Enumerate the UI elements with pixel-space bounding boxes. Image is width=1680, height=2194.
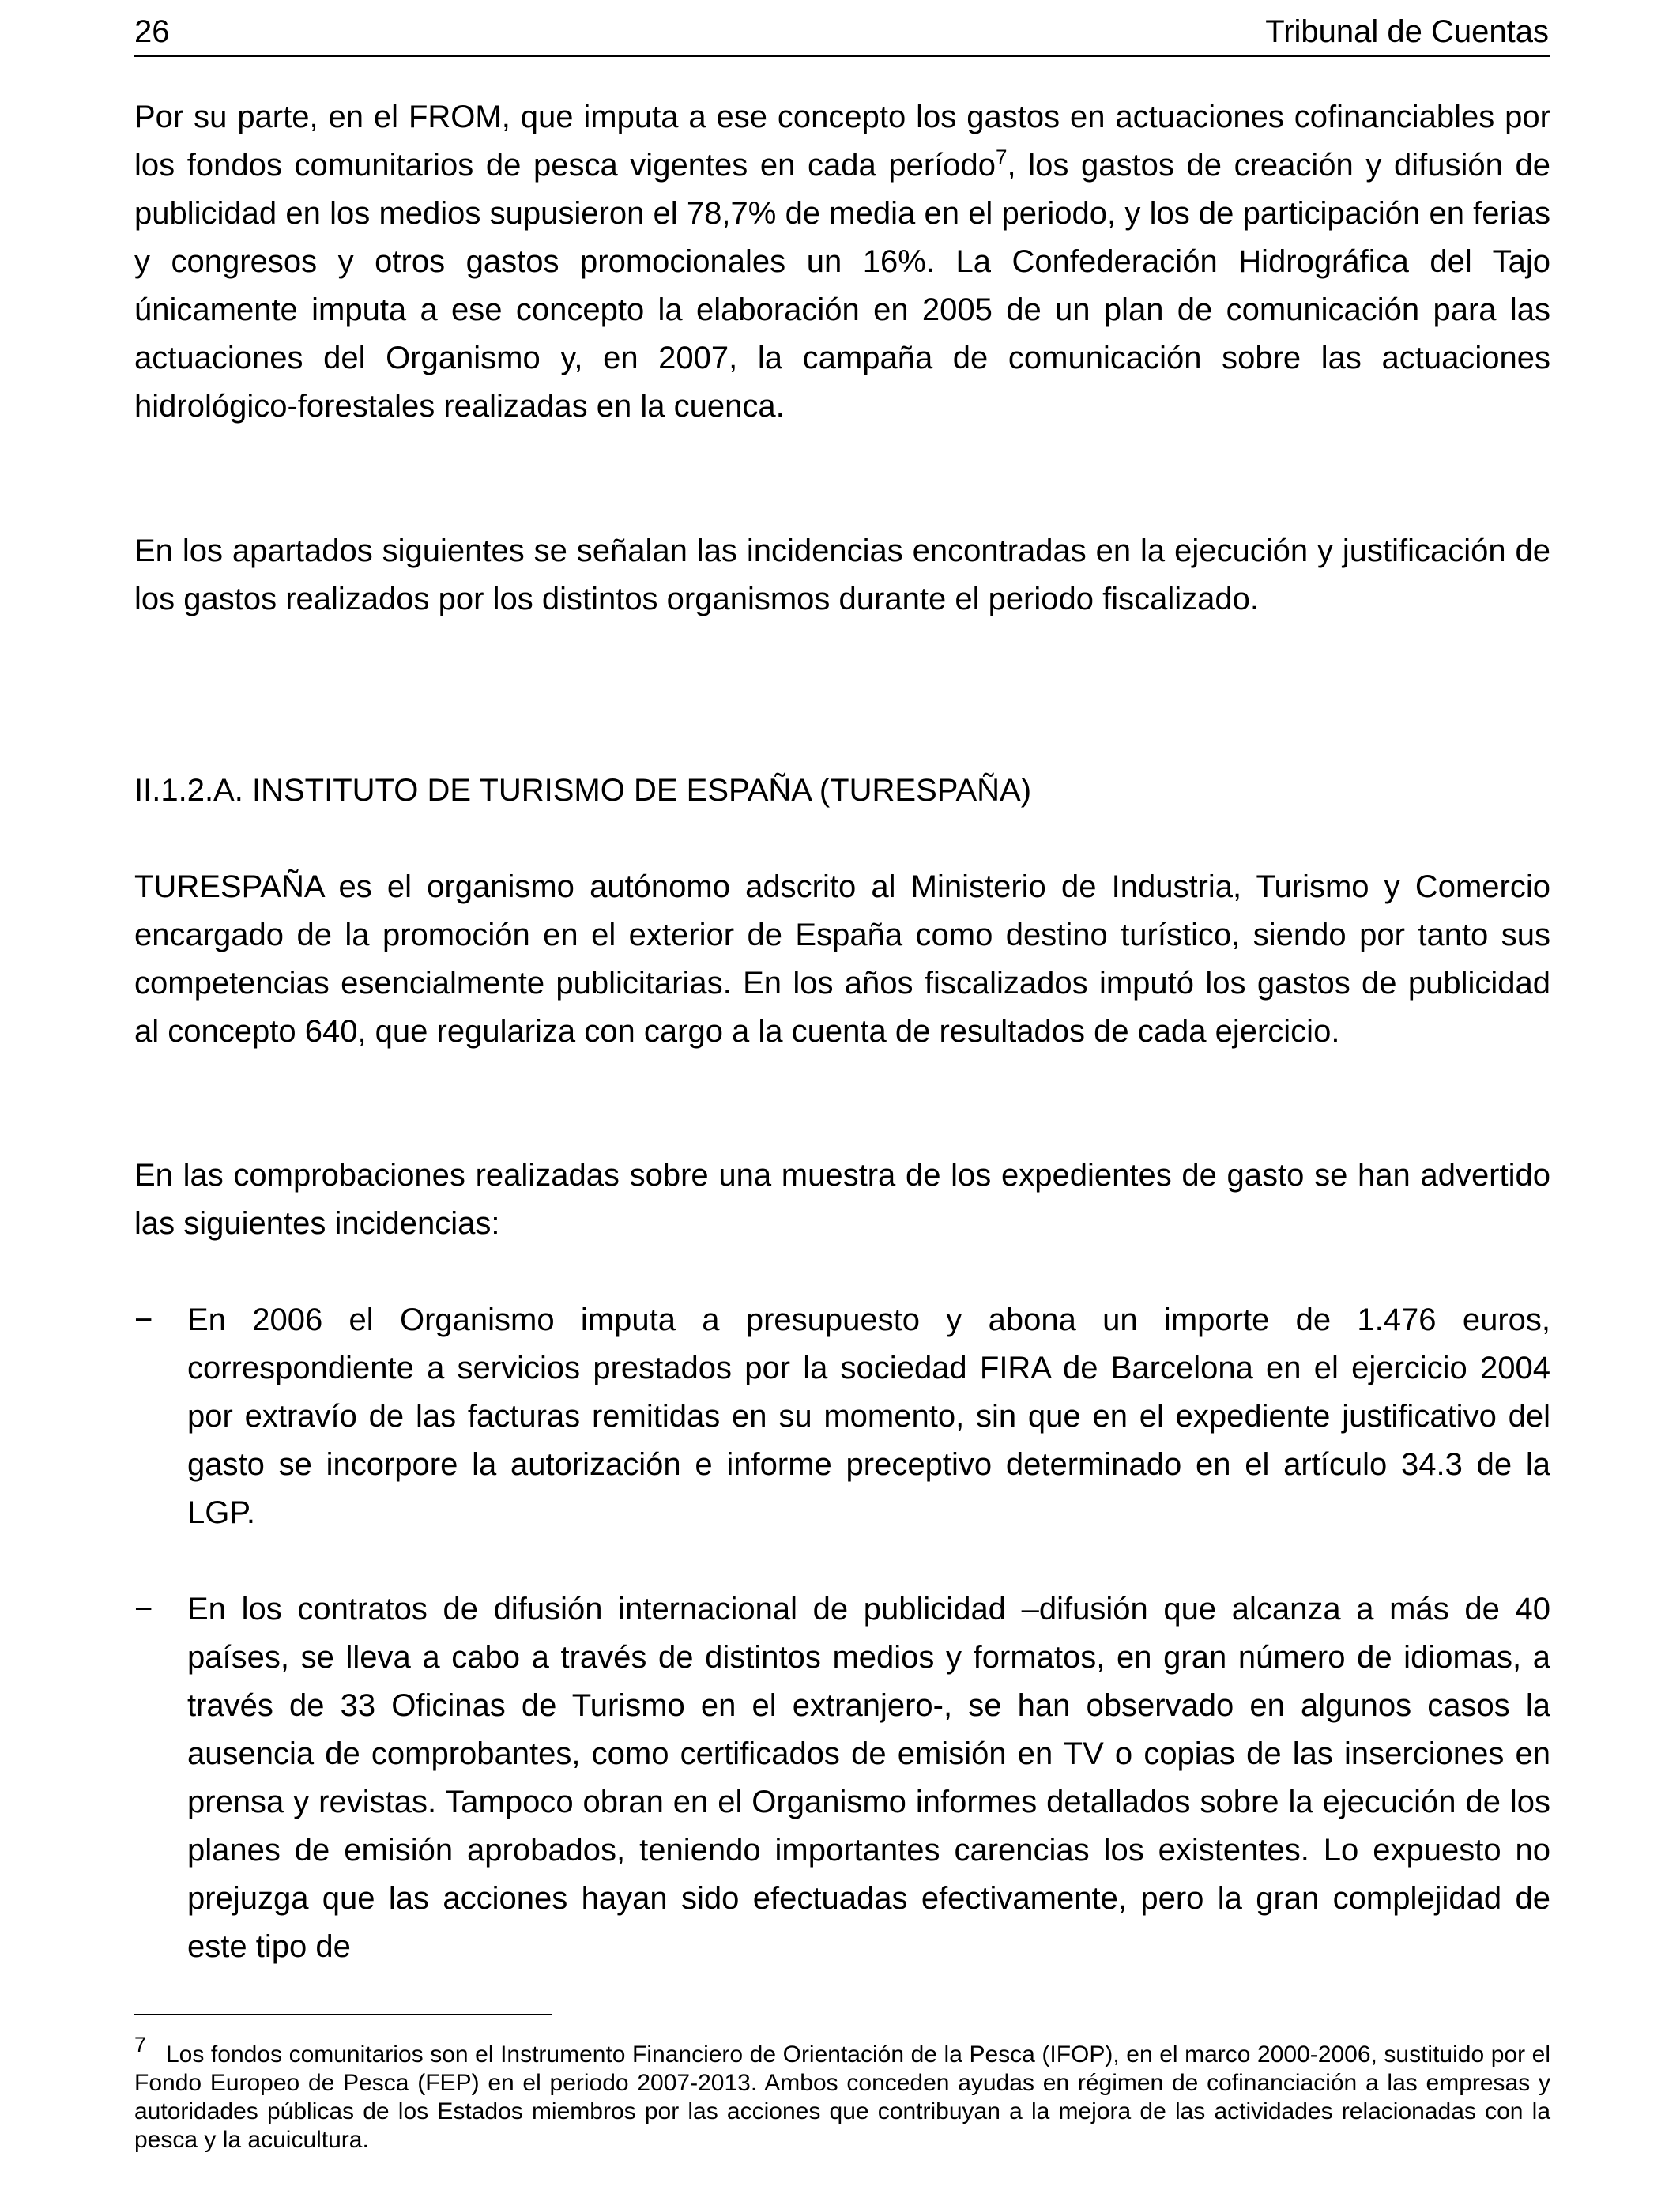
bullet-dash-2: − <box>134 1592 153 1627</box>
footnote <box>134 2041 1550 2154</box>
paragraph-from <box>134 93 1550 431</box>
footnote-separator <box>134 2014 552 2015</box>
running-title: Tribunal de Cuentas <box>1265 14 1549 49</box>
paragraph-from-text-1: Por su parte, en el FROM, que imputa a ese concepto los gastos en actuaciones cofinanciables por los fondos comunitarios de pesca vigentes en cada período <box>134 100 1550 183</box>
footnote-text: Los fondos comunitarios son el Instrumento Financiero de Orientación de la Pesca (IFOP), en el marco 2000-2006, sustituido por el Fondo Europeo de Pesca (FEP) en el periodo 2007-2013. Ambos conceden ayudas en régimen de cofinanciación a las empresas y autoridades públicas de los Estados miembros por las acciones que contribuyan a la mejora de las actividades relacionadas con la pesca y la acuicultura. <box>134 2041 1550 2153</box>
footnote-mark: 7 <box>134 2033 147 2056</box>
paragraph-comprobaciones: En las comprobaciones realizadas sobre una muestra de los expedientes de gasto se han advertido las siguientes incidencias: <box>134 1158 1550 1241</box>
page-number: 26 <box>134 14 170 49</box>
page-header <box>134 11 1550 57</box>
paragraph-incidencias-intro: En los apartados siguientes se señalan las incidencias encontradas en la ejecución y justificación de los gastos realizados por los distintos organismos durante el periodo fiscalizado. <box>134 533 1550 616</box>
paragraph-from-text-2: , los gastos de creación y difusión de publicidad en los medios supusieron el 78,7% de media en el periodo, y los de participación en ferias y congresos y otros gastos promocionales un 16%. La Confederación Hidrográfica del Tajo únicamente imputa a ese concepto la elaboración en 2005 de un plan de comunicación para las actuaciones del Organismo y, en 2007, la campaña de comunicación sobre las actuaciones hidrológico-forestales realizadas en la cuenca. <box>134 148 1550 424</box>
bullet-item-1: En 2006 el Organismo imputa a presupuesto y abona un importe de 1.476 euros, correspondiente a servicios prestados por la sociedad FIRA de Barcelona en el ejercicio 2004 por extravío de las facturas remitidas en su momento, sin que en el expediente justificativo del gasto se incorpore la autorización e informe preceptivo determinado en el artículo 34.3 de la LGP. <box>187 1302 1550 1530</box>
bullet-dash-1: − <box>134 1302 153 1337</box>
bullet-item-2: En los contratos de difusión internacional de publicidad –difusión que alcanza a más de 40 países, se lleva a cabo a través de distintos medios y formatos, en gran número de idiomas, a través de 33 Oficinas de Turismo en el extranjero-, se han observado en algunos casos la ausencia de comprobantes, como certificados de emisión en TV o copias de las inserciones en prensa y revistas. Tampoco obran en el Organismo informes detallados sobre la ejecución de los planes de emisión aprobados, teniendo importantes carencias los existentes. Lo expuesto no prejuzga que las acciones hayan sido efectuadas efectivamente, pero la gran complejidad de este tipo de <box>187 1592 1550 1964</box>
footnote-reference[interactable]: 7 <box>996 145 1008 169</box>
section-heading: II.1.2.A. INSTITUTO DE TURISMO DE ESPAÑA (TURESPAÑA) <box>134 773 1032 808</box>
paragraph-turespana: TURESPAÑA es el organismo autónomo adscrito al Ministerio de Industria, Turismo y Comercio encargado de la promoción en el exterior de España como destino turístico, siendo por tanto sus competencias esencialmente publicitarias. En los años fiscalizados imputó los gastos de publicidad al concepto 640, que regulariza con cargo a la cuenta de resultados de cada ejercicio. <box>134 869 1550 1049</box>
